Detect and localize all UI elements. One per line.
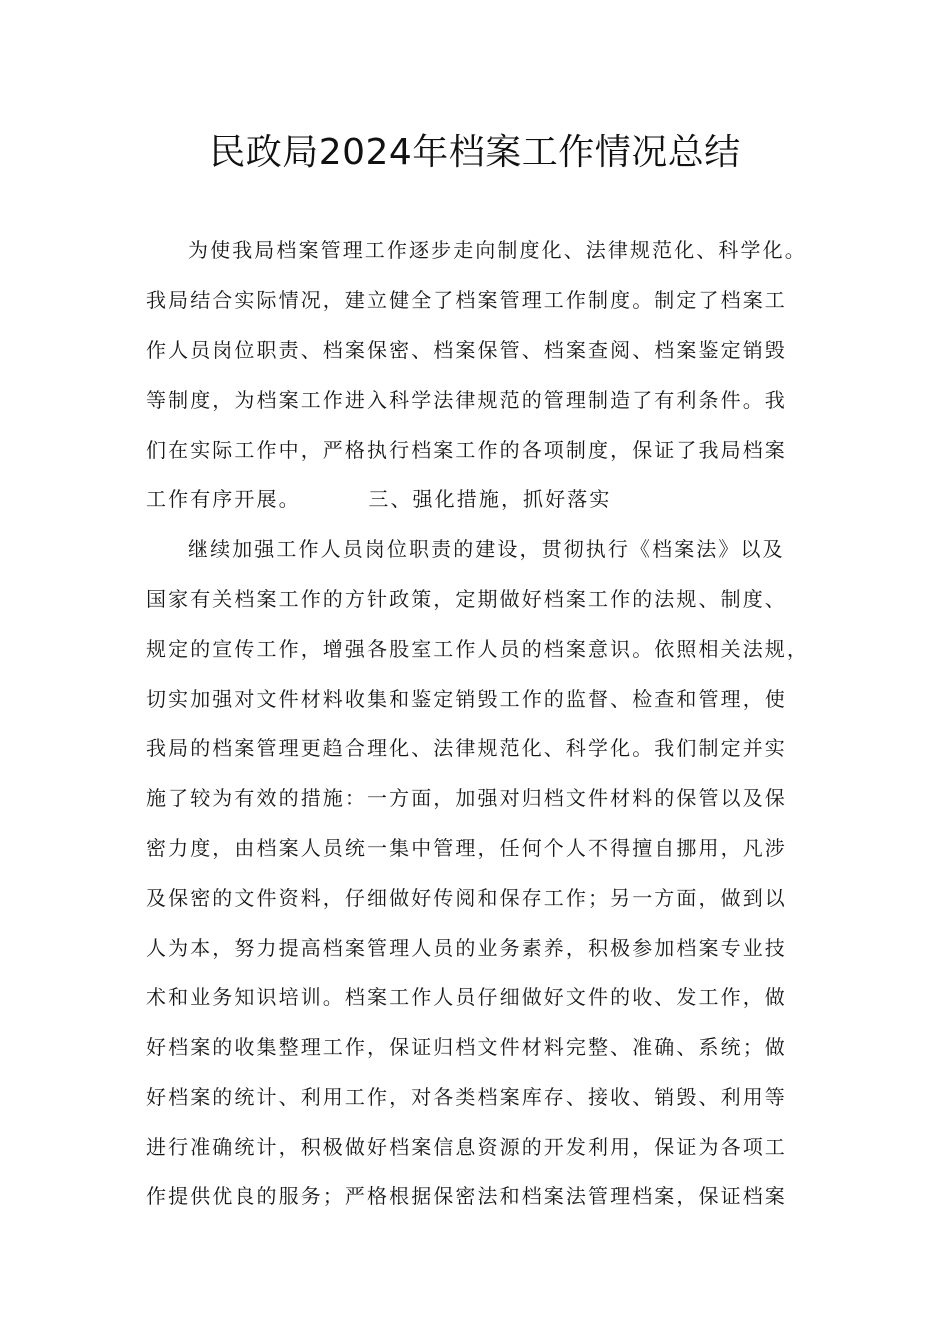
- body-line-6: 工作有序开展。 三、强化措施，抓好落实: [146, 487, 612, 511]
- body-line-4: 等制度，为档案工作进入科学法律规范的管理制造了有利条件。我: [146, 388, 787, 412]
- body-line-14: 及保密的文件资料，仔细做好传阅和保存工作；另一方面，做到以: [146, 886, 787, 910]
- body-line-17: 好档案的收集整理工作，保证归档文件材料完整、准确、系统；做: [146, 1035, 787, 1059]
- body-line-13: 密力度，由档案人员统一集中管理，任何个人不得擅自挪用，凡涉: [146, 836, 787, 860]
- body-line-19: 进行准确统计，积极做好档案信息资源的开发利用，保证为各项工: [146, 1135, 787, 1159]
- body-line-9: 规定的宣传工作，增强各股室工作人员的档案意识。依照相关法规，: [146, 637, 809, 661]
- body-line-15: 人为本，努力提高档案管理人员的业务素养，积极参加档案专业技: [146, 936, 787, 960]
- body-line-16: 术和业务知识培训。档案工作人员仔细做好文件的收、发工作，做: [146, 985, 787, 1009]
- body-line-12: 施了较为有效的措施：一方面，加强对归档文件材料的保管以及保: [146, 786, 787, 810]
- body-line-3: 作人员岗位职责、档案保密、档案保管、档案查阅、档案鉴定销毁: [146, 338, 787, 362]
- body-line-2: 我局结合实际情况，建立健全了档案管理工作制度。制定了档案工: [146, 288, 787, 312]
- body-line-20: 作提供优良的服务；严格根据保密法和档案法管理档案，保证档案: [146, 1184, 787, 1208]
- body-line-7: 继续加强工作人员岗位职责的建设，贯彻执行《档案法》以及: [188, 537, 785, 561]
- body-line-8: 国家有关档案工作的方针政策，定期做好档案工作的法规、制度、: [146, 587, 787, 611]
- body-line-10: 切实加强对文件材料收集和鉴定销毁工作的监督、检查和管理，使: [146, 687, 787, 711]
- body-line-5: 们在实际工作中，严格执行档案工作的各项制度，保证了我局档案: [146, 438, 787, 462]
- document-title: 民政局2024年档案工作情况总结: [209, 132, 741, 173]
- body-line-1: 为使我局档案管理工作逐步走向制度化、法律规范化、科学化。: [188, 238, 807, 262]
- body-line-18: 好档案的统计、利用工作，对各类档案库存、接收、销毁、利用等: [146, 1085, 787, 1109]
- body-line-11: 我局的档案管理更趋合理化、法律规范化、科学化。我们制定并实: [146, 736, 787, 760]
